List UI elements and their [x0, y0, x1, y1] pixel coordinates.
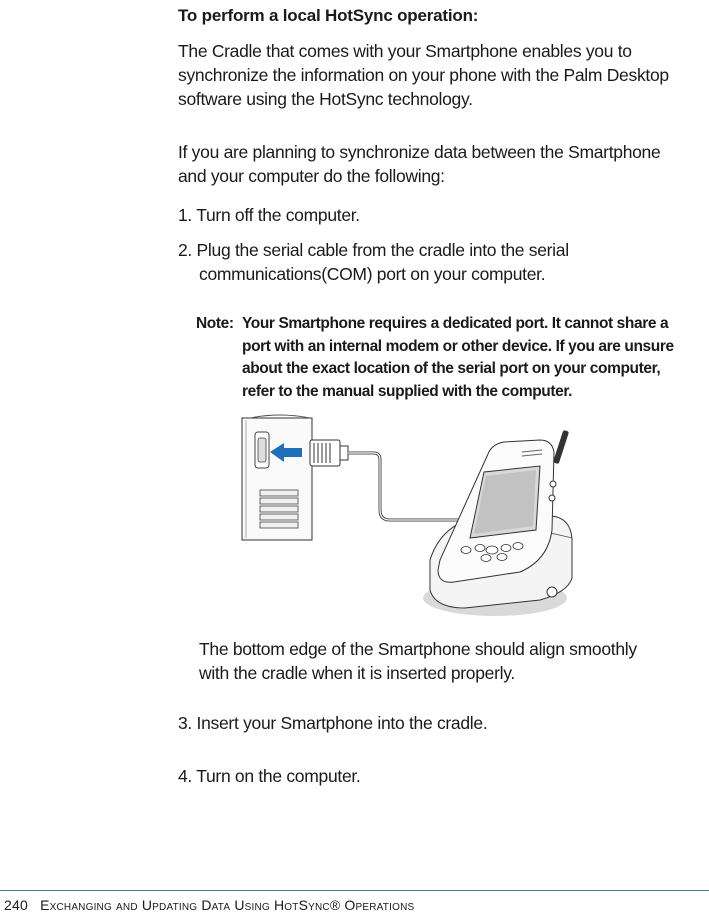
page-footer	[4, 897, 414, 913]
footer-divider	[0, 890, 709, 891]
note-block	[196, 313, 676, 403]
step-4: 4. Turn on the computer.	[178, 766, 361, 786]
plan-paragraph: If you are planning to synchronize data between the Smartphone and your computer do the following:	[178, 142, 661, 186]
page-number: 240	[4, 897, 28, 913]
cradle-connection-illustration	[240, 410, 580, 630]
serial-cable	[348, 453, 458, 520]
note-label: Note:	[196, 315, 234, 332]
step-3: 3. Insert your Smartphone into the cradle.	[178, 713, 488, 733]
step-2: 2. Plug the serial cable from the cradle into the serial communications(COM) port on your computer.	[178, 240, 569, 284]
section-heading: To perform a local HotSync operation:	[178, 6, 479, 25]
computer-tower-illustration	[242, 415, 312, 540]
caption-paragraph: The bottom edge of the Smartphone should align smoothly with the cradle when it is inserted properly.	[199, 639, 637, 683]
note-text: Your Smartphone requires a dedicated port. It cannot share a port with an internal modem or other device. If you are unsure about the exact location of the serial port on your computer, refer to the manual supplied with the computer.	[242, 315, 674, 400]
step-1: 1. Turn off the computer.	[178, 205, 360, 225]
intro-paragraph: The Cradle that comes with your Smartphone enables you to synchronize the information on your phone with the Palm Desktop software using the HotSync technology.	[178, 41, 669, 109]
footer-section-title: Exchanging and Updating Data Using HotSync® Operations	[40, 897, 415, 913]
serial-connector-illustration	[310, 440, 348, 466]
